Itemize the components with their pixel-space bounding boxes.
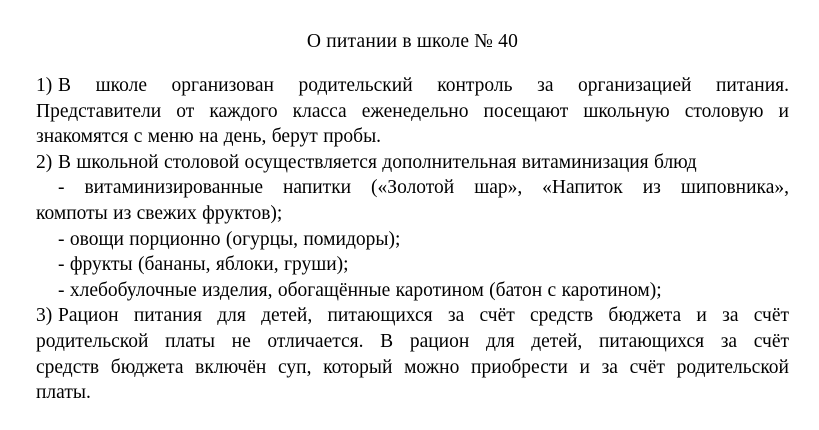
dash-sub-item <box>36 252 789 278</box>
line-text: Рацион питания для детей, питающихся за счёт средств бюджета и за счёт <box>58 305 789 327</box>
text-line <box>36 278 789 304</box>
text-line <box>36 380 789 406</box>
text-line <box>36 73 789 99</box>
list-number: 3) <box>36 305 53 327</box>
line-text: компоты из свежих фруктов); <box>36 202 283 224</box>
list-number: 1) <box>36 75 53 96</box>
text-line <box>36 355 789 381</box>
text-line <box>36 227 789 253</box>
numbered-item <box>36 303 789 405</box>
line-text: - овощи порционно (огурцы, помидоры); <box>58 228 401 250</box>
text-line <box>36 150 789 176</box>
text-line <box>36 201 789 227</box>
line-text: - хлебобулочные изделия, обогащённые каротином (батон с каротином); <box>58 279 662 301</box>
numbered-item <box>36 150 789 176</box>
text-line <box>36 329 789 355</box>
document-content <box>36 73 789 406</box>
line-text: - фрукты (бананы, яблоки, груши); <box>58 254 349 276</box>
list-number: 2) <box>36 151 53 173</box>
line-text: В школе организован родительский контроль за организацией питания. <box>58 75 789 96</box>
numbered-item <box>36 73 789 150</box>
dash-sub-item <box>36 227 789 253</box>
text-line <box>36 303 789 329</box>
line-text: - витаминизированные напитки («Золотой шар», «Напиток из шиповника», <box>58 177 789 199</box>
line-text: родительской платы не отличается. В рацион для детей, питающихся за счёт <box>36 330 789 352</box>
dash-sub-item <box>36 175 789 226</box>
line-text: средств бюджета включён суп, который можно приобрести и за счёт родительской <box>36 356 789 378</box>
text-line <box>36 175 789 201</box>
document-title: О питании в школе № 40 <box>306 31 519 52</box>
text-line <box>36 252 789 278</box>
line-text: платы. <box>36 382 91 404</box>
dash-sub-item <box>36 278 789 304</box>
text-line <box>36 124 789 150</box>
line-text: знакомятся с меню на день, берут пробы. <box>36 126 382 148</box>
text-line <box>36 99 789 125</box>
line-text: Представители от каждого класса еженедельно посещают школьную столовую и <box>36 100 789 122</box>
line-text: В школьной столовой осуществляется дополнительная витаминизация блюд <box>58 151 697 173</box>
